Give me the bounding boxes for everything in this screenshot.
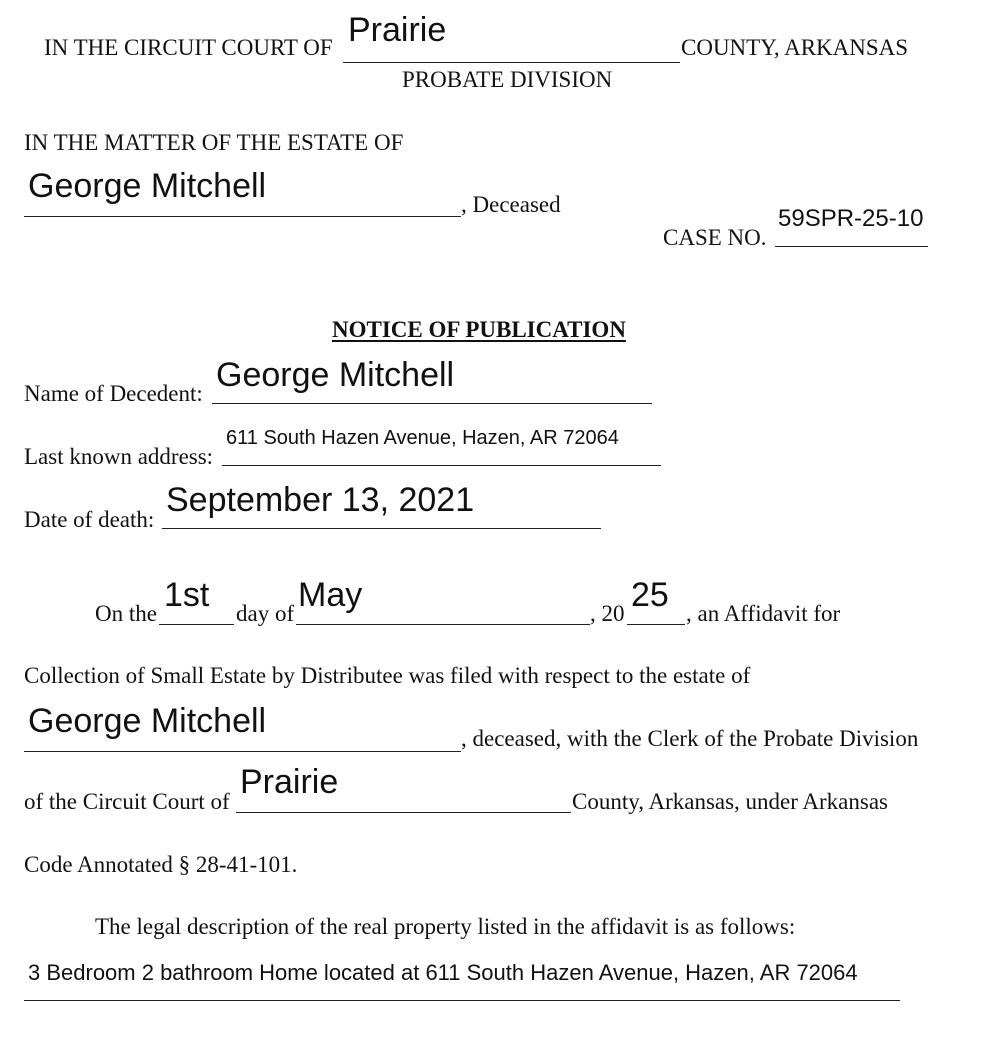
deceased-suffix: , Deceased bbox=[461, 192, 561, 217]
county-arkansas-text: County, Arkansas, under Arkansas bbox=[572, 789, 888, 814]
year-underline bbox=[627, 624, 685, 625]
legal-description-intro: The legal description of the real property listed in the affidavit is as follows: bbox=[95, 914, 796, 939]
year-prefix-label: , 20 bbox=[590, 601, 625, 626]
court-prefix-label: IN THE CIRCUIT COURT OF bbox=[44, 35, 333, 60]
case-number-underline bbox=[775, 246, 928, 247]
decedent-field[interactable]: George Mitchell bbox=[28, 167, 267, 205]
county2-underline bbox=[236, 812, 571, 813]
code-annotated-text: Code Annotated § 28-41-101. bbox=[24, 852, 298, 877]
collection-text: Collection of Small Estate by Distributee was filed with respect to the estate of bbox=[24, 663, 751, 688]
matter-label: IN THE MATTER OF THE ESTATE OF bbox=[24, 130, 404, 155]
estate-name-field[interactable]: George Mitchell bbox=[28, 702, 267, 740]
month-underline bbox=[296, 624, 590, 625]
circuit-court-of-label: of the Circuit Court of bbox=[24, 789, 230, 814]
on-the-label: On the bbox=[95, 601, 157, 626]
date-of-death-field[interactable]: September 13, 2021 bbox=[166, 481, 475, 519]
notice-title: NOTICE OF PUBLICATION bbox=[332, 317, 626, 342]
affidavit-for-label: , an Affidavit for bbox=[686, 601, 841, 626]
estate-name-underline bbox=[24, 751, 461, 752]
case-no-label: CASE NO. bbox=[663, 225, 767, 250]
case-number-field[interactable]: 59SPR-25-10 bbox=[778, 205, 924, 232]
county2-field[interactable]: Prairie bbox=[240, 763, 339, 801]
last-known-address-field[interactable]: 611 South Hazen Avenue, Hazen, AR 72064 bbox=[226, 427, 619, 449]
division-label: PROBATE DIVISION bbox=[402, 67, 613, 92]
deceased-clerk-text: , deceased, with the Clerk of the Probate Division bbox=[461, 726, 919, 751]
day-underline bbox=[159, 624, 234, 625]
day-of-label: day of bbox=[236, 601, 295, 626]
name-of-decedent-label: Name of Decedent: bbox=[24, 381, 203, 406]
date-of-death-underline bbox=[162, 528, 601, 529]
last-known-address-underline bbox=[222, 465, 661, 466]
day-field[interactable]: 1st bbox=[164, 576, 210, 614]
legal-description-field[interactable]: 3 Bedroom 2 bathroom Home located at 611 South Hazen Avenue, Hazen, AR 72064 bbox=[28, 960, 858, 985]
county-suffix-label: COUNTY, ARKANSAS bbox=[681, 35, 909, 60]
year-field[interactable]: 25 bbox=[631, 576, 669, 614]
name-of-decedent-underline bbox=[212, 403, 652, 404]
county-underline bbox=[343, 62, 680, 63]
county-field[interactable]: Prairie bbox=[348, 11, 447, 49]
name-of-decedent-field[interactable]: George Mitchell bbox=[216, 356, 455, 394]
last-known-address-label: Last known address: bbox=[24, 444, 214, 469]
date-of-death-label: Date of death: bbox=[24, 507, 155, 532]
month-field[interactable]: May bbox=[298, 576, 363, 614]
legal-description-underline bbox=[24, 1000, 900, 1001]
decedent-underline bbox=[24, 216, 461, 217]
